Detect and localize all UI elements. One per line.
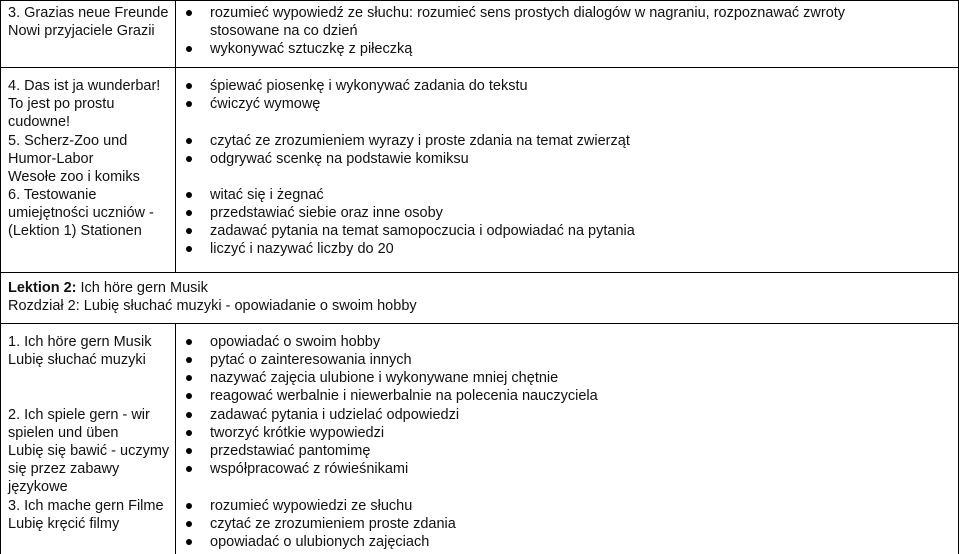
topic-6-line-2: umiejętności uczniów - [8,205,154,221]
goals-topic-4 [183,77,953,113]
topic-5-line-2: Humor-Labor [8,151,94,167]
goals-topic-5 [183,132,953,168]
topic-b1 [8,333,178,369]
topic-b2-line-4: się przez zabawy [8,461,120,477]
lesson-2-title-rest: Ich höre gern Musik [76,280,208,296]
goals-topic-3 [183,4,953,58]
topic-3-line-1: 3. Grazias neue Freunde [8,5,169,21]
table-left-border [0,0,1,554]
goal-item: witać się i żegnać [183,186,953,204]
goal-item: reagować werbalnie i niewerbalnie na polecenia nauczyciela [183,387,953,405]
topic-b3-line-2: Lubię kręcić filmy [8,516,120,532]
topic-6 [8,186,178,240]
goal-item: czytać ze zrozumieniem wyrazy i proste zdania na temat zwierząt [183,132,953,150]
topic-3-line-2: Nowi przyjaciele Grazii [8,23,155,39]
goal-item: opowiadać o ulubionych zajęciach [183,533,953,551]
goal-item: współpracować z rówieśnikami [183,460,953,478]
section-divider-top [0,272,959,273]
goal-item: odgrywać scenkę na podstawie komiksu [183,150,953,168]
topic-b2-line-5: językowe [8,479,68,495]
topic-b1-line-1: 1. Ich höre gern Musik [8,334,152,350]
goal-item: liczyć i nazywać liczby do 20 [183,240,953,258]
topic-b2 [8,406,178,496]
goal-item: zadawać pytania na temat samopoczucia i odpowiadać na pytania [183,222,953,240]
goal-item: czytać ze zrozumieniem proste zdania [183,515,953,533]
topic-b2-line-2: spielen und üben [8,425,119,441]
lesson-2-heading [8,279,948,315]
goal-item: nazywać zajęcia ulubione i wykonywane mniej chętnie [183,369,953,387]
lesson-2-subtitle: Rozdział 2: Lubię słuchać muzyki - opowiadanie o swoim hobby [8,298,417,314]
goal-item-continuation: stosowane na co dzień [210,23,358,39]
topic-4 [8,77,178,131]
goal-item: rozumieć wypowiedzi ze słuchu [183,497,953,515]
goal-item: przedstawiać siebie oraz inne osoby [183,204,953,222]
table-top-border [0,0,959,1]
topic-b3-line-1: 3. Ich mache gern Filme [8,498,164,514]
topic-3 [8,4,178,40]
goal-item: tworzyć krótkie wypowiedzi [183,424,953,442]
topic-5 [8,132,178,186]
goal-item: rozumieć wypowiedź ze słuchu: rozumieć sens prostych dialogów w nagraniu, rozpoznawać zwroty [183,4,953,22]
topic-5-line-3: Wesołe zoo i komiks [8,169,140,185]
goals-topic-b3 [183,497,953,551]
goal-item: ćwiczyć wymowę [183,95,953,113]
goal-item: przedstawiać pantomimę [183,442,953,460]
goals-topic-b2 [183,406,953,478]
topic-6-line-3: (Lektion 1) Stationen [8,223,142,239]
topic-5-line-1: 5. Scherz-Zoo und [8,133,128,149]
goal-item: pytać o zainteresowania innych [183,351,953,369]
goal-item: zadawać pytania i udzielać odpowiedzi [183,406,953,424]
topic-b2-line-1: 2. Ich spiele gern - wir [8,407,150,423]
topic-6-line-1: 6. Testowanie [8,187,97,203]
lesson-2-title-bold: Lektion 2: [8,280,77,296]
goals-topic-6 [183,186,953,258]
topic-4-line-3: cudowne! [8,114,71,130]
goal-item: wykonywać sztuczkę z piłeczką [183,40,953,58]
topic-4-line-1: 4. Das ist ja wunderbar! [8,78,161,94]
topic-b2-line-3: Lubię się bawić - uczymy [8,443,170,459]
goal-item: opowiadać o swoim hobby [183,333,953,351]
topic-4-line-2: To jest po prostu [8,96,115,112]
goals-topic-b1 [183,333,953,405]
row-divider-top-1 [0,67,959,68]
topic-b3 [8,497,178,533]
section-divider-lesson2 [0,323,959,324]
lesson-2-title [8,279,948,297]
topic-b1-line-2: Lubię słuchać muzyki [8,352,146,368]
goal-item: śpiewać piosenkę i wykonywać zadania do tekstu [183,77,953,95]
